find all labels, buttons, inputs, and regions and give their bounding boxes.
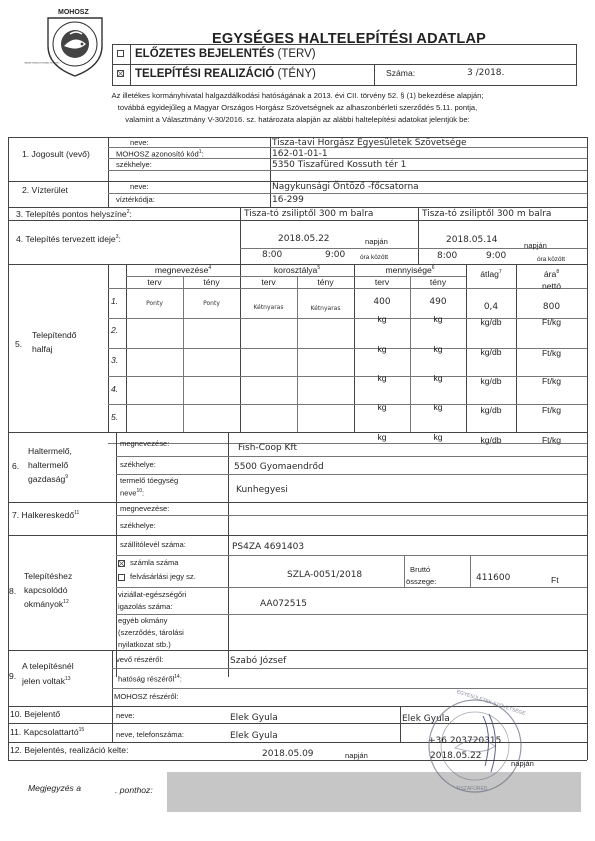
row8-label-3: okmányok$^{12}$ (24, 599, 69, 609)
row2-name-label: neve: (130, 182, 149, 191)
species-price[interactable]: 800 (542, 302, 561, 312)
row6-pond-label-2: neve$^{10}$: (120, 488, 145, 498)
row1-name-label: neve: (130, 138, 149, 147)
stamp-bottom-text: TISZAFÜRED (456, 786, 488, 792)
row1-code-label: MOHOSZ azonosító kód$^1$: (116, 149, 204, 159)
col-price-header: ára$^8$ (543, 269, 560, 279)
unit-kg-real: kg (433, 314, 443, 324)
unit-ft-kg: Ft/kg (541, 405, 562, 415)
row8-gross-unit: Ft (551, 575, 559, 585)
row6-name-value[interactable]: Fish-Coop Kft (238, 443, 297, 453)
species-age-plan[interactable]: Kétnyaras (253, 304, 284, 311)
stamp-ring-text: EGYESÜLETEK SZÖVETSÉGE (455, 689, 527, 717)
row8-other-label-2: (szerződés, tárolási (118, 628, 184, 637)
option-plan (135, 48, 316, 60)
species-qty-plan[interactable]: 400 (373, 297, 391, 307)
row9-buyer-label: vevő részéről: (116, 655, 164, 664)
row12-day-label-plan: napján (345, 751, 368, 760)
row7-name-label: megnevezése: (120, 504, 170, 513)
row6-seat-value[interactable]: 5500 Gyomaendrőd (234, 462, 324, 472)
logo-ring-text: MAGYAR ORSZÁGOS HORGÁSZ SZÖVETSÉG (24, 62, 60, 64)
row9-buyer-value[interactable]: Szabó József (230, 656, 287, 666)
sub-name-real: tény (203, 277, 220, 287)
row8-other-label-1: egyéb okmány (118, 616, 168, 625)
unit-kg-plan: kg (377, 432, 387, 442)
row12-date-plan[interactable]: 2018.05.09 (262, 749, 314, 759)
row1-seat-value[interactable]: 5350 Tiszafüred Kossuth tér 1 (272, 160, 407, 170)
species-age-real[interactable]: Kétnyaras (310, 305, 341, 312)
row12-date-real[interactable]: 2018.05.22 (430, 751, 482, 761)
intro-line-3: valamint a Választmány V-30/2016. sz. határozata alapján az alábbi haltelepítési adatokat jelentjük be: (125, 115, 470, 124)
col-avg-header: átlag$^7$ (480, 269, 502, 279)
row8-gross-label-2: összege: (406, 577, 437, 586)
row5-label-2: halfaj (32, 344, 53, 354)
unit-ft-kg: Ft/kg (541, 317, 562, 327)
row4-day-label-real: napján (524, 241, 547, 250)
row10-signature[interactable]: Elek Gyula (402, 714, 450, 724)
sub-name-plan: terv (147, 277, 162, 287)
col-qty-header: mennyisége$^6$ (385, 265, 435, 275)
row-number: 2. (111, 325, 119, 335)
row3-plan-value[interactable]: Tisza-tó zsiliptől 300 m balra (244, 209, 374, 219)
row11-phone-value[interactable]: +36 203720315 (428, 736, 502, 746)
col-age-header: korosztálya$^5$ (273, 265, 321, 275)
row4-real-to[interactable]: 9:00 (486, 251, 507, 261)
unit-kg-plan: kg (377, 373, 387, 383)
row8-label-2: kapcsolódó (24, 585, 68, 595)
row6-pond-label-1: termelő tóegység (120, 476, 179, 485)
row6-num: 6. (12, 461, 20, 471)
option-realization (135, 68, 316, 80)
row1-label: 1. Jogosult (vevő) (22, 149, 90, 159)
row-number: 5. (111, 412, 119, 422)
row-number: 4. (111, 384, 119, 394)
row3-sup: 2 (126, 209, 130, 216)
unit-ft-kg: Ft/kg (541, 348, 562, 358)
number-label: Száma: (386, 68, 416, 78)
row8-invoice-label: számla száma (130, 558, 179, 567)
row6-seat-label: székhelye: (120, 460, 156, 469)
row1-seat-label: székhelye: (116, 160, 152, 169)
realization-checkbox[interactable] (117, 70, 124, 77)
row6-label-1: Haltermelő, (28, 446, 72, 456)
row8-num: 8. (9, 586, 17, 596)
species-avg[interactable]: 0,4 (483, 302, 499, 312)
row2-label: 2. Vízterület (22, 185, 68, 195)
unit-kg-real: kg (433, 432, 443, 442)
row4-sup: 3 (115, 234, 119, 241)
row6-label-3: gazdaság$^9$ (28, 474, 69, 484)
row4-between-real: óra között (537, 256, 566, 263)
unit-kg-real: kg (433, 402, 443, 412)
col-name-header: megnevezése$^4$ (154, 265, 212, 275)
row5-num: 5. (15, 339, 23, 349)
row8-vet-value[interactable]: AA072515 (260, 599, 307, 609)
row8-gross-label-1: Bruttó (410, 565, 431, 574)
row3-real-value[interactable]: Tisza-tó zsiliptől 300 m balra (422, 209, 552, 219)
row2-code-value[interactable]: 16-299 (272, 195, 304, 205)
unit-kg-real: kg (433, 344, 443, 354)
row11-label: 11. Kapcsolattartó$^{15}$ (10, 727, 85, 737)
unit-kg-plan: kg (377, 314, 387, 324)
row9-num: 9. (9, 671, 17, 681)
row-number: 3. (111, 355, 119, 365)
unit-kg-plan: kg (377, 344, 387, 354)
row4-real-from[interactable]: 8:00 (437, 251, 458, 261)
row1-name-value[interactable]: Tisza-tavi Horgász Egyesületek Szövetsége (272, 138, 467, 148)
invoice-checkbox[interactable] (118, 560, 125, 567)
row8-label-1: Telepítéshez (24, 571, 73, 581)
row6-name-label: megnevezése: (120, 439, 170, 448)
row5-label-1: Telepítendő (32, 330, 77, 340)
unit-kg-db: kg/db (480, 347, 502, 357)
row4-day-label-plan: napján (365, 237, 388, 246)
row6-label-2: haltermelő (28, 460, 69, 470)
unit-ft-kg: Ft/kg (541, 376, 562, 386)
unit-kg-db: kg/db (480, 435, 502, 445)
row9-label-1: A telepítésnél (22, 661, 74, 671)
row8-receipt-label: felvásárlási jegy sz. (130, 572, 196, 581)
number-value[interactable]: 3 /2018. (467, 68, 505, 78)
notes-label-b: . ponthoz: (115, 785, 153, 795)
sub-age-plan: terv (261, 277, 276, 287)
row2-code-label: víztérkódja: (116, 195, 155, 204)
row4-plan-from[interactable]: 8:00 (262, 250, 283, 260)
row7-label: 7. Halkereskedő$^{11}$ (12, 510, 80, 520)
option-real-rest: (TÉNY) (274, 68, 316, 80)
row10-name-value[interactable]: Elek Gyula (230, 713, 278, 723)
row9-mohosz-label: MOHOSZ részéről: (114, 692, 179, 701)
unit-kg-plan: kg (377, 402, 387, 412)
row9-label-2: jelen voltak$^{13}$ (22, 676, 71, 686)
unit-kg-db: kg/db (480, 405, 502, 415)
row8-vet-label-1: viziállat-egészségőri (118, 590, 187, 599)
row1-code-sup: 1 (198, 149, 202, 155)
row12-day-label-real: napján (511, 759, 534, 768)
row4-between-plan: óra között (360, 254, 389, 261)
row-number: 1. (111, 296, 119, 306)
unit-ft-kg: Ft/kg (541, 435, 562, 445)
row7-seat-label: székhelye: (120, 521, 156, 530)
row8-gross-value[interactable]: 411600 (476, 573, 511, 583)
sub-age-real: tény (317, 277, 334, 287)
option-plan-rest: (TERV) (274, 48, 316, 60)
row10-name-label: neve: (116, 711, 135, 720)
species-name-plan[interactable]: Ponty (146, 300, 163, 307)
species-name-real[interactable]: Ponty (203, 300, 220, 307)
row4-date-real[interactable]: 2018.05.14 (446, 235, 498, 245)
option-plan-bold: ELŐZETES BEJELENTÉS (135, 48, 275, 60)
species-qty-real[interactable]: 490 (429, 297, 447, 307)
form-title: EGYSÉGES HALTELEPÍTÉSI ADATLAP (212, 31, 487, 47)
row4-plan-to[interactable]: 9:00 (325, 250, 346, 260)
intro-line-1: Az illetékes kormányhivatal halgazdálkodási hatóságának a 2013. évi CII. törvény 52. § (1) bekezdése alapján; (111, 91, 484, 100)
intro-line-2: továbbá egyidejűleg a Magyar Országos Horgász Szövetségnek az alhaszonbérleti szerződés 5.11. pontja, (117, 103, 478, 112)
row8-waybill-value[interactable]: PS4ZA 4691403 (232, 542, 305, 552)
row11-name-label: neve, telefonszáma: (116, 730, 184, 739)
row8-waybill-label: szállítólevél száma: (120, 540, 186, 549)
option-real-bold: TELEPÍTÉSI REALIZÁCIÓ (135, 68, 275, 80)
row6-pond-value[interactable]: Kunhegyesi (236, 485, 288, 495)
row2-name-value[interactable]: Nagykunsági Öntöző -főcsatorna (272, 182, 419, 192)
sub-qty-plan: terv (374, 277, 390, 287)
unit-kg-db: kg/db (480, 317, 502, 327)
row8-other-label-3: nyilatkozat stb.) (118, 640, 171, 649)
row9-authority-label: hatóság részéről$^{14}$: (118, 674, 182, 684)
row12-label: 12. Bejelentés, realizáció kelte: (10, 745, 129, 755)
row11-name-value[interactable]: Elek Gyula (230, 731, 278, 741)
receipt-checkbox[interactable] (118, 574, 125, 581)
sub-qty-real: tény (429, 277, 447, 287)
row3-label: 3. Telepítés pontos helyszíne$^2$: (16, 209, 132, 219)
logo-top-text: MOHOSZ (58, 9, 89, 16)
row8-vet-label-2: igazolás száma: (118, 602, 173, 611)
row8-invoice-value[interactable]: SZLA-0051/2018 (287, 570, 363, 580)
notes-label-a: Megjegyzés a (28, 783, 82, 793)
row1-code-value[interactable]: 162-01-01-1 (272, 149, 328, 159)
plan-checkbox[interactable] (117, 50, 124, 57)
row10-label: 10. Bejelentő (10, 709, 61, 719)
sub-price-net: nettó (541, 281, 562, 291)
unit-kg-real: kg (433, 373, 443, 383)
row4-date-plan[interactable]: 2018.05.22 (278, 234, 330, 244)
row4-label: 4. Telepítés tervezett ideje$^3$: (16, 234, 121, 244)
unit-kg-db: kg/db (480, 376, 502, 386)
